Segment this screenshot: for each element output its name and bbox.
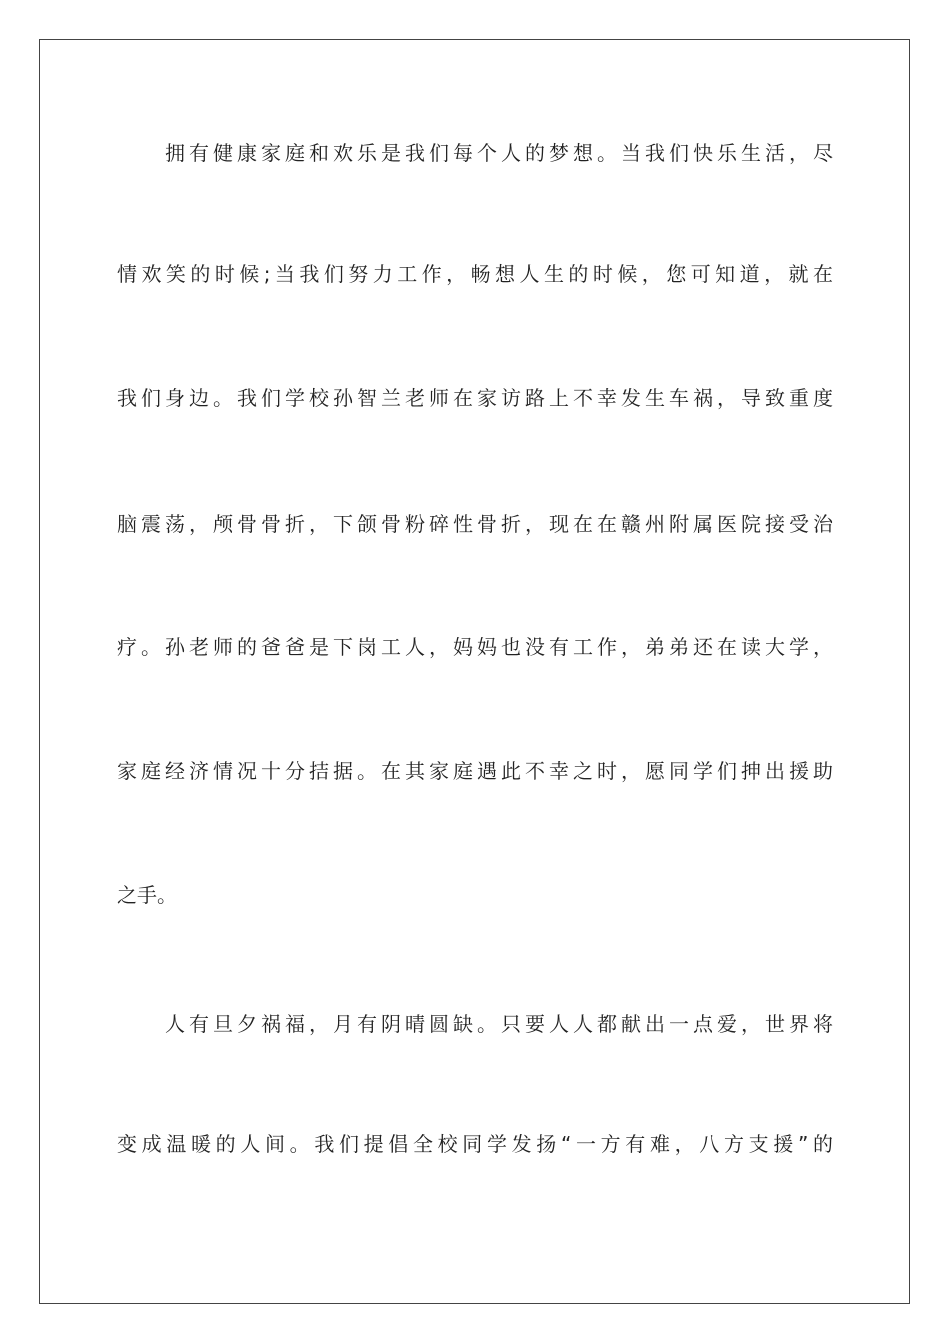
paragraph-1-line-6: 家庭经济情况十分拮据。在其家庭遇此不幸之时，愿同学们抻出援助 <box>117 759 833 783</box>
paragraph-1-line-7: 之手。 <box>117 883 177 907</box>
paragraph-2-line-1: 人有旦夕祸福，月有阴晴圆缺。只要人人都献出一点爱，世界将 <box>117 1012 833 1036</box>
paragraph-1-line-3: 我们身边。我们学校孙智兰老师在家访路上不幸发生车祸，导致重度 <box>117 386 833 410</box>
page-border <box>39 39 910 1304</box>
paragraph-1-line-5: 疗。孙老师的爸爸是下岗工人，妈妈也没有工作，弟弟还在读大学， <box>117 635 833 659</box>
paragraph-1-line-4: 脑震荡，颅骨骨折，下颌骨粉碎性骨折，现在在赣州附属医院接受治 <box>117 512 833 536</box>
paragraph-2-line-2: 变成温暖的人间。我们提倡全校同学发扬“一方有难，八方支援”的 <box>117 1132 833 1156</box>
paragraph-1-line-2: 情欢笑的时候;当我们努力工作，畅想人生的时候，您可知道，就在 <box>117 262 833 286</box>
paragraph-1-line-1: 拥有健康家庭和欢乐是我们每个人的梦想。当我们快乐生活，尽 <box>117 141 833 165</box>
